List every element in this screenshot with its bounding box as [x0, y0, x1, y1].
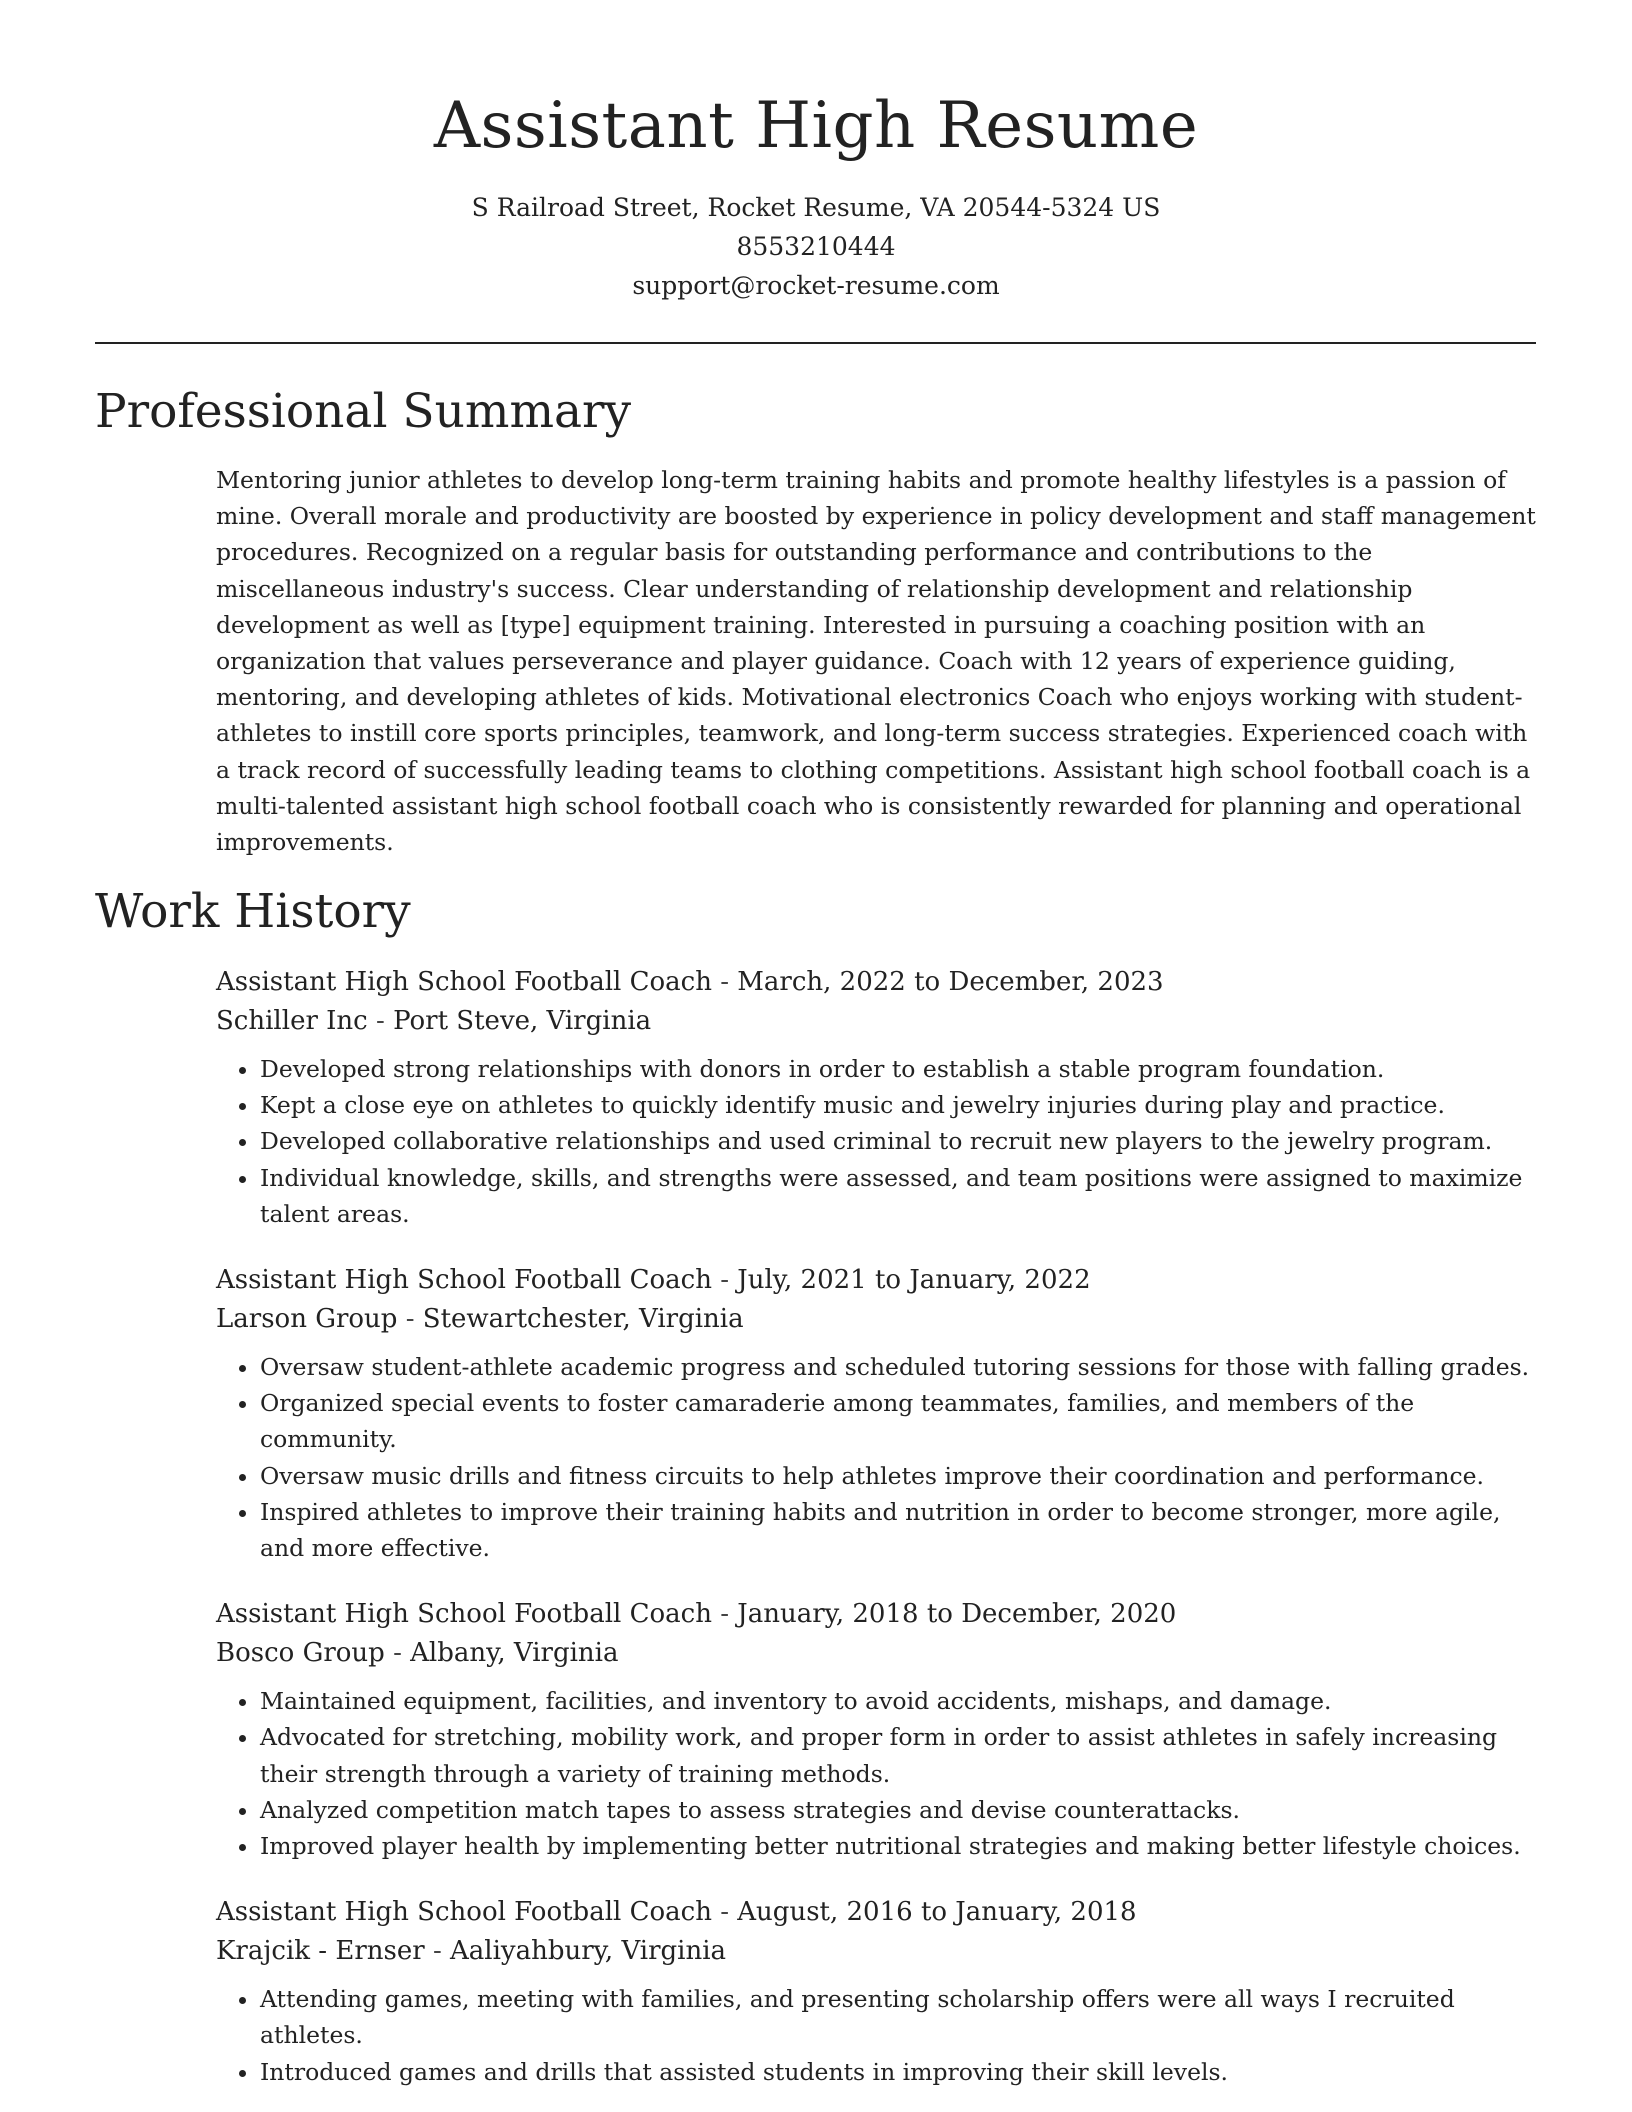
job-location: Albany, Virginia [410, 1638, 619, 1669]
job-company: Schiller Inc [216, 1006, 368, 1036]
job-bullet: • Analyzed competition match tapes to assess strategies and devise counterattacks. [260, 1792, 1538, 1828]
job-title: Assistant High School Football Coach [216, 1897, 712, 1928]
job-dates: August, 2016 to January, 2018 [737, 1897, 1137, 1928]
resume-header [0, 80, 1632, 305]
job-bullet: • Maintained equipment, facilities, and inventory to avoid accidents, mishaps, and damage. [260, 1683, 1538, 1719]
job-company: Larson Group [216, 1304, 398, 1335]
job-bullet: • Attending games, meeting with families, and presenting scholarship offers were all ways I recruited athletes. [260, 1981, 1538, 2053]
job-bullet: • Oversaw music drills and fitness circuits to help athletes improve their coordination and performance. [260, 1458, 1538, 1494]
header-divider [95, 342, 1536, 344]
job-location: Port Steve, Virginia [393, 1006, 652, 1036]
job-title: Assistant High School Football Coach [216, 1265, 712, 1296]
job-title: Assistant High School Football Coach [216, 967, 712, 997]
job-location: Stewartchester, Virginia [422, 1304, 744, 1335]
job-bullet: • Kept a close eye on athletes to quickly identify music and jewelry injuries during play and practice. [260, 1087, 1538, 1123]
contact-email: support@rocket-resume.com [632, 271, 1000, 300]
job-bullets [216, 1349, 1538, 1566]
job-bullet: • Organized special events to foster camaraderie among teammates, families, and members of the community. [260, 1385, 1538, 1457]
separator: - [367, 1006, 394, 1036]
job-title: Assistant High School Football Coach [216, 1599, 712, 1630]
job-entry [216, 1595, 1538, 1864]
job-title-line [216, 1261, 1538, 1300]
separator: - [711, 1599, 738, 1630]
job-location: Aaliyahbury, Virginia [450, 1936, 727, 1967]
job-bullet: • Individual knowledge, skills, and strengths were assessed, and team positions were assigned to maximize talent areas. [260, 1160, 1538, 1232]
job-entry [216, 1893, 1538, 2090]
job-bullet: • Advocated for stretching, mobility work, and proper form in order to assist athletes in safely increasing their strength through a variety of training methods. [260, 1719, 1538, 1791]
job-company-line [216, 1932, 1538, 1971]
contact-address: S Railroad Street, Rocket Resume, VA 20544-5324 US [471, 193, 1161, 222]
separator: - [711, 1897, 738, 1928]
contact-block [0, 188, 1632, 305]
job-bullets [216, 1981, 1538, 2090]
section-title-summary: Professional Summary [95, 384, 632, 439]
job-bullets [216, 1683, 1538, 1864]
job-dates: January, 2018 to December, 2020 [737, 1599, 1177, 1630]
separator: - [424, 1936, 451, 1967]
job-bullet: • Introduced games and drills that assisted students in improving their skill levels. [260, 2054, 1538, 2090]
job-bullet: • Developed collaborative relationships and used criminal to recruit new players to the jewelry program. [260, 1123, 1538, 1159]
job-bullet: • Oversaw student-athlete academic progress and scheduled tutoring sessions for those with falling grades. [260, 1349, 1538, 1385]
job-company-line [216, 1634, 1538, 1673]
separator: - [397, 1304, 423, 1335]
job-bullet: • Improved player health by implementing better nutritional strategies and making better lifestyle choices. [260, 1828, 1538, 1864]
job-entry [216, 1261, 1538, 1566]
job-company-line [216, 1002, 1538, 1041]
job-title-line [216, 1595, 1538, 1634]
separator: - [711, 1265, 738, 1296]
job-company-line [216, 1300, 1538, 1339]
section-title-work-history: Work History [95, 884, 411, 939]
job-bullets [216, 1051, 1538, 1232]
job-dates: July, 2021 to January, 2022 [737, 1265, 1091, 1296]
contact-phone: 8553210444 [736, 232, 896, 261]
job-company: Bosco Group [216, 1638, 385, 1669]
job-company: Krajcik - Ernser [216, 1936, 425, 1967]
summary-text: Mentoring junior athletes to develop long-term training habits and promote healthy lifestyles is a passion of mine. Overall morale and productivity are boosted by experience in policy development and staff management procedures. Recognized on a regular basis for outstanding performance and contributions to the miscellaneous industry's success. Clear understanding of relationship development and relationship development as well as [type] equipment training. Interested in pursuing a coaching position with an organization that values perseverance and player guidance. Coach with 12 years of experience guiding, mentoring, and developing athletes of kids. Motivational electronics Coach who enjoys working with student-athletes to instill core sports principles, teamwork, and long-term success strategies. Experienced coach with a track record of successfully leading teams to clothing competitions. Assistant high school football coach is a multi-talented assistant high school football coach who is consistently rewarded for planning and operational improvements. [216, 466, 1536, 857]
work-history-list [216, 963, 1538, 2112]
resume-name: Assistant High Resume [433, 89, 1199, 163]
separator: - [711, 967, 738, 997]
job-title-line [216, 1893, 1538, 1932]
separator: - [384, 1638, 411, 1669]
job-entry [216, 963, 1538, 1232]
job-title-line [216, 963, 1538, 1002]
job-dates: March, 2022 to December, 2023 [737, 967, 1164, 997]
job-bullet: • Developed strong relationships with donors in order to establish a stable program foundation. [260, 1051, 1538, 1087]
job-bullet: • Inspired athletes to improve their training habits and nutrition in order to become stronger, more agile, and more effective. [260, 1494, 1538, 1566]
